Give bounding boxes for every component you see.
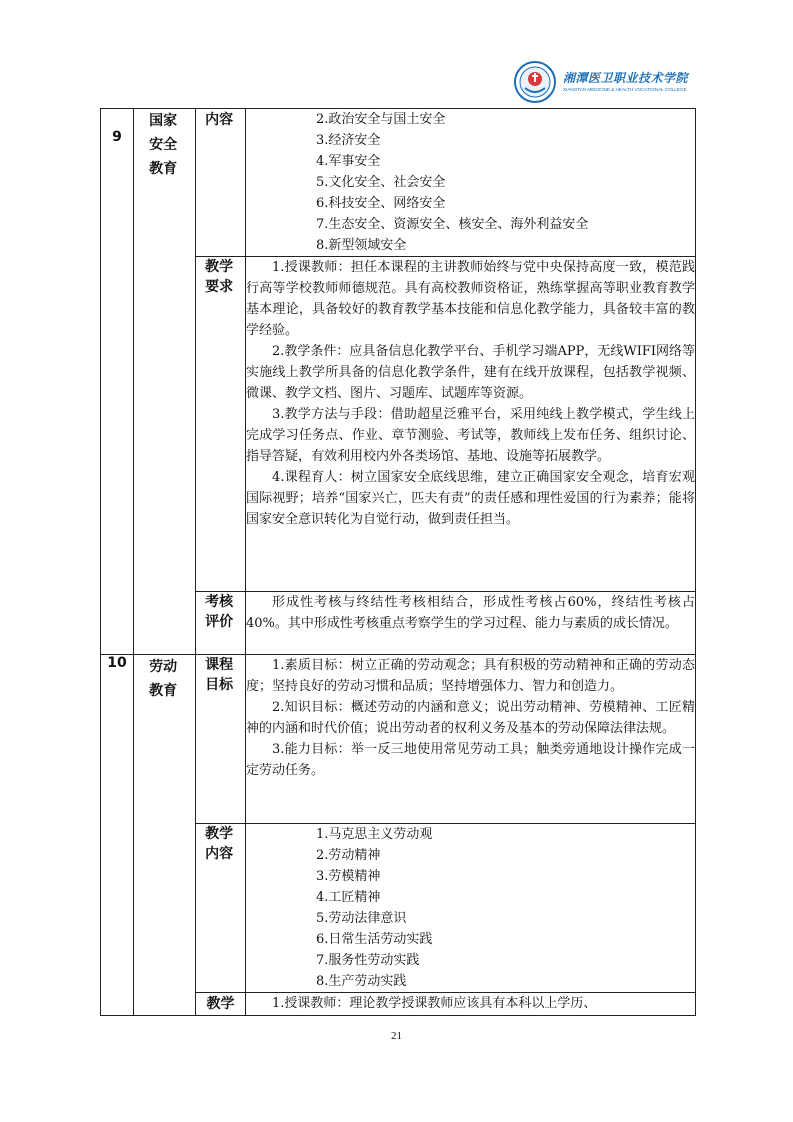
paragraph: 2.知识目标：概述劳动的内涵和意义；说出劳动精神、劳模精神、工匠精神的内涵和时代价值；说出劳动者的权利义务及基本的劳动保障法律法规。 <box>246 700 695 736</box>
list-item: 6.科技安全、网络安全 <box>316 196 446 211</box>
paragraph: 1.授课教师：理论教学授课教师应该具有本科以上学历、 <box>272 996 597 1011</box>
paragraph: 1.授课教师：担任本课程的主讲教师始终与党中央保持高度一致，模范践行高等学校教师师德规范。具有高校教师资格证，熟练掌握高等职业教育教学基本理论，具备较好的教育教学基本技能和信息化教学能力，具备较丰富的教学经验。 <box>246 260 695 338</box>
list-item: 4.军事安全 <box>316 154 381 169</box>
page-number: 21 <box>391 1030 402 1042</box>
list-item: 6.日常生活劳动实践 <box>316 932 433 947</box>
list-item: 4.工匠精神 <box>316 890 381 905</box>
list-item: 7.生态安全、资源安全、核安全、海外利益安全 <box>316 217 589 232</box>
teaching-requirements-text <box>246 257 696 592</box>
label-teaching: 教学 <box>196 993 246 1016</box>
list-item: 2.劳动精神 <box>316 848 381 863</box>
curriculum-table <box>100 108 696 1016</box>
row-number-9: 9 <box>101 109 134 655</box>
label-teaching-requirements: 教学要求 <box>196 257 246 592</box>
paragraph: 3.能力目标：举一反三地使用常见劳动工具；触类旁通地设计操作完成一定劳动任务。 <box>246 742 695 778</box>
list-item: 2.政治安全与国土安全 <box>316 112 446 127</box>
course-name-labor-education: 劳动教育 <box>134 655 196 1016</box>
teaching-requirements-text <box>246 993 696 1016</box>
list-item: 5.劳动法律意识 <box>316 911 407 926</box>
content-list <box>246 109 696 257</box>
list-item: 8.生产劳动实践 <box>316 974 407 989</box>
college-emblem-icon <box>513 60 557 104</box>
teaching-content-list <box>246 824 696 993</box>
table-row <box>101 109 696 257</box>
label-teaching-content: 教学内容 <box>196 824 246 993</box>
label-course-goals: 课程目标 <box>196 655 246 824</box>
paragraph: 3.教学方法与手段：借助超星泛雅平台，采用纯线上教学模式，学生线上完成学习任务点、作业、章节测验、考试等，教师线上发布任务、组织讨论、指导答疑，有效利用校内外各类场馆、基地、设施等拓展教学。 <box>246 407 695 464</box>
college-logo <box>513 60 713 104</box>
paragraph: 形成性考核与终结性考核相结合，形成性考核占60%，终结性考核占40%。其中形成性考核重点考察学生的学习过程、能力与素质的成长情况。 <box>246 595 695 631</box>
list-item: 5.文化安全、社会安全 <box>316 175 446 190</box>
course-goals-text <box>246 655 696 824</box>
list-item: 8.新型领域安全 <box>316 238 407 253</box>
row-number-10: 10 <box>101 655 134 1016</box>
paragraph: 2.教学条件：应具备信息化教学平台、手机学习端APP，无线WIFI网络等实施线上教学所具备的信息化教学条件，建有在线开放课程，包括教学视频、微课、教学文档、图片、习题库、试题库等资源。 <box>246 344 695 401</box>
label-assessment: 考核评价 <box>196 592 246 655</box>
college-name-cn: 湘潭医卫职业技术学院 <box>563 70 689 85</box>
list-item: 3.劳模精神 <box>316 869 381 884</box>
list-item: 7.服务性劳动实践 <box>316 953 420 968</box>
college-name-en: XIANGTAN MEDICINE & HEALTH VOCATIONAL COLLEGE <box>563 86 687 92</box>
course-name-national-security: 国家安全教育 <box>134 109 196 655</box>
table-row <box>101 655 696 824</box>
paragraph: 1.素质目标：树立正确的劳动观念；具有积极的劳动精神和正确的劳动态度；坚持良好的劳动习惯和品质；坚持增强体力、智力和创造力。 <box>246 658 695 694</box>
list-item: 1.马克思主义劳动观 <box>316 827 433 842</box>
paragraph: 4.课程育人：树立国家安全底线思维，建立正确国家安全观念，培育宏观国际视野；培养“国家兴亡，匹夫有责”的责任感和理性爱国的行为素养；能将国家安全意识转化为自觉行动，做到责任担当。 <box>246 470 695 527</box>
assessment-text <box>246 592 696 655</box>
list-item: 3.经济安全 <box>316 133 381 148</box>
label-content: 内容 <box>196 109 246 257</box>
